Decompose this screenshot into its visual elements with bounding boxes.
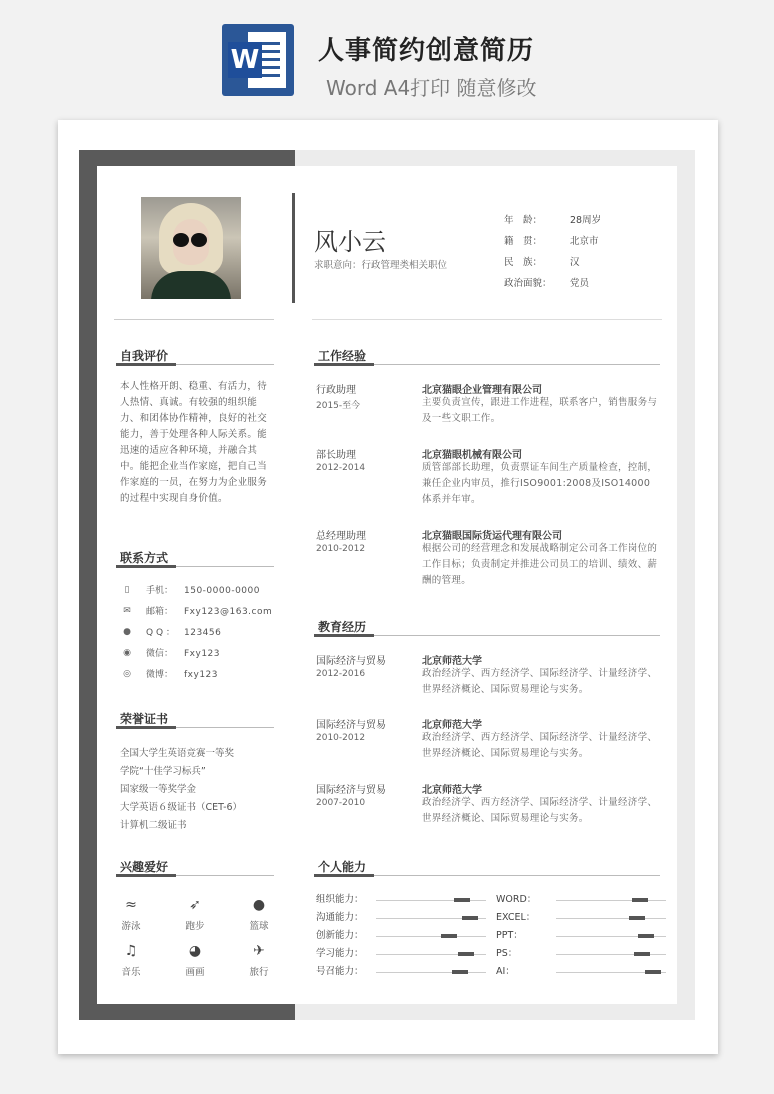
- edu-school: 北京师范大学: [422, 720, 482, 731]
- skill-label: AI：: [496, 966, 515, 977]
- banner: [0, 0, 774, 118]
- edu-desc: 政治经济学、西方经济学、国际经济学、计量经济学、世界经济概论、国际贸易理论与实务。: [422, 732, 658, 759]
- info-political: 政治面貌： 党员: [504, 278, 590, 289]
- skill-level-marker: [629, 916, 645, 920]
- honor-item: 计算机二级证书: [120, 820, 187, 831]
- section-title-honors: 荣誉证书: [120, 712, 169, 726]
- edu-date: 2012-2016: [316, 669, 366, 679]
- airplane-icon: ✈: [253, 943, 265, 959]
- section-title-self-eval: 自我评价: [120, 349, 169, 363]
- hobby-painting: ◕ 画画: [175, 942, 215, 978]
- banner-title: 人事简约创意简历: [318, 36, 535, 66]
- divider: [114, 319, 274, 320]
- skill-level-marker: [441, 934, 457, 938]
- edu-major: 国际经济与贸易: [316, 785, 386, 796]
- section-title-contact: 联系方式: [120, 551, 169, 565]
- work-desc: 质管部部长助理，负责票证车间生产质量检查，控制，兼任企业内审员，推行ISO9001:2008及ISO14000体系并年审。: [422, 462, 658, 505]
- skill-level-marker: [462, 916, 478, 920]
- skill-row: [316, 966, 486, 978]
- running-icon: ➶: [189, 897, 201, 913]
- skill-level-marker: [458, 952, 474, 956]
- candidate-name: 风小云: [314, 228, 386, 256]
- honor-item: 学院“十佳学习标兵”: [120, 766, 206, 777]
- skill-label: 沟通能力：: [316, 912, 364, 923]
- skill-row: [316, 948, 486, 960]
- divider: [312, 319, 662, 320]
- skill-row: [496, 894, 666, 906]
- skill-row: [316, 912, 486, 924]
- skill-row: [496, 948, 666, 960]
- work-date: 2015-至今: [316, 401, 361, 411]
- work-date: 2012-2014: [316, 463, 366, 473]
- skill-label: 学习能力：: [316, 948, 364, 959]
- mail-icon: ✉: [123, 606, 131, 616]
- skill-row: [496, 930, 666, 942]
- hobby-swimming: ≈ 游泳: [111, 896, 151, 932]
- basketball-icon: ●: [252, 897, 266, 913]
- skill-level-marker: [645, 970, 661, 974]
- work-desc: 主要负责宣传，跟进工作进程，联系客户，销售服务与及一些文职工作。: [422, 397, 658, 424]
- skill-label: PPT：: [496, 930, 523, 941]
- info-ethnicity: 民 族： 汉: [504, 257, 580, 268]
- edu-school: 北京师范大学: [422, 785, 482, 796]
- wechat-icon: ◉: [123, 648, 131, 658]
- skill-track: [376, 972, 486, 973]
- skill-level-marker: [638, 934, 654, 938]
- skill-label: 组织能力：: [316, 894, 364, 905]
- hobby-travel: ✈ 旅行: [239, 942, 279, 978]
- skill-label: WORD：: [496, 894, 537, 905]
- skill-row: [496, 966, 666, 978]
- word-logo-icon: W: [222, 24, 294, 96]
- section-title-hobbies: 兴趣爱好: [120, 860, 169, 874]
- edu-date: 2007-2010: [316, 798, 366, 808]
- hobby-basketball: ● 篮球: [239, 896, 279, 932]
- weibo-icon: ◎: [123, 669, 131, 679]
- qq-icon: ●: [123, 627, 131, 637]
- name-accent-bar: [292, 193, 295, 303]
- skill-level-marker: [632, 898, 648, 902]
- hobby-running: ➶ 跑步: [175, 896, 215, 932]
- hobby-music: ♫ 音乐: [111, 942, 151, 978]
- skill-level-marker: [452, 970, 468, 974]
- honor-item: 大学英语６级证书（CET-6）: [120, 802, 243, 813]
- work-desc: 根据公司的经营理念和发展战略制定公司各工作岗位的工作目标；负责制定并推进公司员工的培训、绩效、薪酬的管理。: [422, 543, 658, 586]
- work-role: 总经理助理: [316, 531, 366, 542]
- skill-row: [316, 894, 486, 906]
- skill-label: PS：: [496, 948, 518, 959]
- work-date: 2010-2012: [316, 544, 366, 554]
- edu-major: 国际经济与贸易: [316, 656, 386, 667]
- edu-school: 北京师范大学: [422, 656, 482, 667]
- skill-track: [556, 900, 666, 901]
- work-role: 部长助理: [316, 450, 356, 461]
- profile-photo: [141, 197, 241, 299]
- work-company: 北京猫眼企业管理有限公司: [422, 385, 542, 396]
- work-role: 行政助理: [316, 385, 356, 396]
- honor-item: 全国大学生英语竞赛一等奖: [120, 748, 235, 759]
- skill-track: [556, 918, 666, 919]
- skill-level-marker: [634, 952, 650, 956]
- palette-icon: ◕: [188, 943, 202, 959]
- info-hometown: 籍 贯： 北京市: [504, 236, 599, 247]
- skill-label: EXCEL：: [496, 912, 536, 923]
- edu-major: 国际经济与贸易: [316, 720, 386, 731]
- skill-row: [316, 930, 486, 942]
- skill-track: [376, 936, 486, 937]
- job-intent: 求职意向：行政管理类相关职位: [314, 260, 448, 271]
- section-title-skills: 个人能力: [318, 860, 367, 874]
- skill-row: [496, 912, 666, 924]
- skill-level-marker: [454, 898, 470, 902]
- swimming-icon: ≈: [125, 897, 137, 913]
- work-company: 北京猫眼国际货运代理有限公司: [422, 531, 562, 542]
- edu-desc: 政治经济学、西方经济学、国际经济学、计量经济学、世界经济概论、国际贸易理论与实务。: [422, 668, 658, 695]
- resume-page: 自我评价 本人性格开朗、稳重、有活力，待人热情、真诚。有较强的组织能力、和团体协作精神，良好的社交能力，善于处理各种人际关系。能迅速的适应各种环境，并融合其中。能把企业当作家庭，把自己当作家庭的一员，在努力为企业服务的过程中实现自身价值。 联系方式 ▯ 手机： 150-0000-0000 ✉ 邮箱： Fxy123@163.com ● Q Q ： 123456 ◉ 微信： Fxy123 ◎ 微博： fxy123 荣誉证书 全国大学生英语竞赛一等奖 学院“十佳学习标兵” 国家级一等奖学金 大学英语６级证书（CET-6） 计算机二级证书 兴趣爱好 ≈ 游泳 ➶ 跑步 ● 篮球 ♫ 音乐 ◕ 画画 ✈ 旅行 风小云 求职意向：行政管理类相关职位 年 龄： 28周岁 籍 贯： 北京市 民 族： 汉 政治面貌： 党员 工作经验 行政助理 2015-至今 北京猫眼企业管理有限公司 主要负责宣传，跟进工作进程，联系客户，销售服务与及一些文职工作。 部长助理 2012-2014 北京猫眼机械有限公司 质管部部长助理，负责票证车间生产质量检查，控制，兼任企业内审员，推行ISO9001:2008及ISO14000体系并年审。 总经理助理 2010-2012 北京猫眼国际货运代理有限公司 根据公司的经营理念和发展战略制定公司各工作岗位的工作目标；负责制定并推进公司员工的培训、绩效、薪酬的管理。 教育经历 国际经济与贸易 2012-2016 北京师范大学 政治经济学、西方经济学、国际经济学、计量经济学、世界经济概论、国际贸易理论与实务。 国际经济与贸易 2010-2012 北京师范大学 政治经济学、西方经济学、国际经济学、计量经济学、世界经济概论、国际贸易理论与实务。 国际经济与贸易 2007-2010 北京师范大学 政治经济学、西方经济学、国际经济学、计量经济学、世界经济概论、国际贸易理论与实务。 个人能力 组织能力： 沟通能力： 创新能力： 学习能力： 号召能力： WORD： EXCEL： PPT： PS： AI：: [58, 120, 718, 1054]
- banner-subtitle: Word A4打印 随意修改: [326, 76, 537, 100]
- edu-date: 2010-2012: [316, 733, 366, 743]
- section-title-education: 教育经历: [318, 620, 367, 634]
- headphones-icon: ♫: [124, 943, 138, 959]
- phone-icon: ▯: [124, 585, 130, 595]
- info-age: 年 龄： 28周岁: [504, 215, 602, 226]
- skill-label: 号召能力：: [316, 966, 364, 977]
- self-eval-text: 本人性格开朗、稳重、有活力，待人热情、真诚。有较强的组织能力、和团体协作精神，良好的社交能力，善于处理各种人际关系。能迅速的适应各种环境，并融合其中。能把企业当作家庭，把自己当作家庭的一员，在努力为企业服务的过程中实现自身价值。: [120, 381, 268, 504]
- work-company: 北京猫眼机械有限公司: [422, 450, 522, 461]
- skill-label: 创新能力：: [316, 930, 364, 941]
- edu-desc: 政治经济学、西方经济学、国际经济学、计量经济学、世界经济概论、国际贸易理论与实务。: [422, 797, 658, 824]
- honor-item: 国家级一等奖学金: [120, 784, 197, 795]
- section-title-work: 工作经验: [318, 349, 367, 363]
